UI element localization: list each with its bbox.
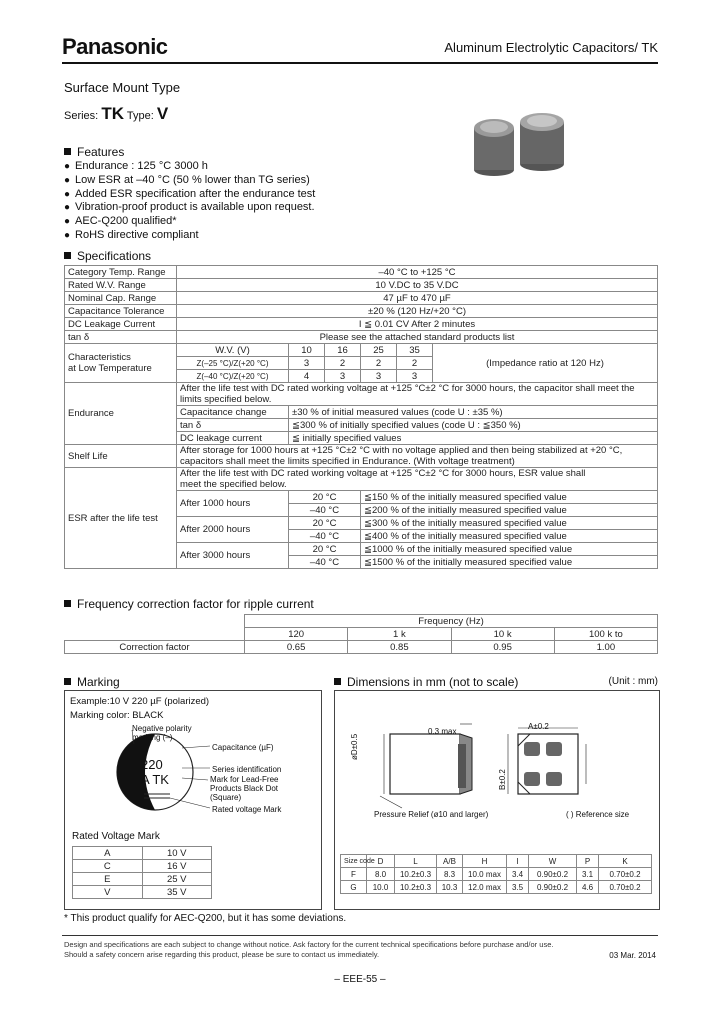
- table-cell: 2: [397, 357, 433, 370]
- table-cell: W.V. (V): [177, 344, 289, 357]
- table-cell: ≦ initially specified values: [289, 432, 658, 445]
- feature-item: ● Vibration-proof product is available upon request.: [64, 201, 315, 215]
- table-cell: Endurance: [65, 383, 177, 445]
- table-cell: G: [341, 881, 367, 894]
- label-b: B±0.2: [498, 769, 507, 790]
- features-heading: Features: [64, 145, 124, 159]
- negative-polarity-label: Negative polarity marking (–): [132, 724, 192, 742]
- table-cell: ≦150 % of the initially measured specified value: [361, 491, 658, 504]
- table-cell: –40 °C: [289, 504, 361, 517]
- table-cell: I: [507, 855, 529, 868]
- feature-item: ● AEC-Q200 qualified*: [64, 215, 315, 229]
- table-cell: 35: [397, 344, 433, 357]
- table-cell: ±20 % (120 Hz/+20 °C): [177, 305, 658, 318]
- table-cell: 20 °C: [289, 517, 361, 530]
- table-cell: 2: [325, 357, 361, 370]
- table-cell: 20 °C: [289, 491, 361, 504]
- table-cell: 10.0 max: [463, 868, 507, 881]
- table-cell: 1.00: [554, 641, 657, 654]
- table-cell: 0.95: [451, 641, 554, 654]
- table-cell: ESR after the life test: [65, 468, 177, 569]
- table-cell: 10.2±0.3: [395, 881, 437, 894]
- marking-series-text: A TK: [141, 772, 169, 787]
- table-cell: 10.0: [367, 881, 395, 894]
- product-photo: [470, 112, 580, 182]
- specifications-table: [64, 265, 658, 569]
- mount-type: Surface Mount Type: [64, 80, 181, 95]
- table-cell: tan δ: [177, 419, 289, 432]
- dimensions-table: [340, 854, 652, 894]
- marking-color: Marking color: BLACK: [70, 710, 164, 721]
- table-cell: Shelf Life: [65, 445, 177, 468]
- disclaimer: Design and specifications are each subject to change without notice. Ask factory for the current technical specifications before purchase and/or use. Should a safety concern arise regarding this product, please be sure to contact us immediately.: [64, 940, 554, 959]
- table-cell: ≦400 % of the initially measured specified value: [361, 530, 658, 543]
- table-cell: –40 °C: [289, 556, 361, 569]
- table-cell: Z(–40 °C)/Z(+20 °C): [177, 370, 289, 383]
- table-cell: After 2000 hours: [177, 517, 289, 543]
- notes-rule: [62, 935, 658, 936]
- series-code: TK: [101, 104, 124, 123]
- table-cell: C: [73, 860, 143, 873]
- marking-capacitance-text: 220: [141, 757, 163, 772]
- label-pressure-relief: Pressure Relief (ø10 and larger): [374, 810, 489, 819]
- table-cell: [65, 615, 245, 641]
- table-cell: After storage for 1000 hours at +125 °C±2 °C with no voltage applied and then being stabilized at +20 °C, capacitors shall meet the limits specified in Endurance. (With voltage treatment): [177, 445, 658, 468]
- table-cell: W: [529, 855, 577, 868]
- series-identification-label: Series identification: [212, 765, 282, 774]
- table-cell: 35 V: [142, 886, 212, 899]
- table-cell: 100 k to: [554, 628, 657, 641]
- table-cell: 4.6: [577, 881, 599, 894]
- feature-item: ● Endurance : 125 °C 3000 h: [64, 160, 315, 174]
- table-cell: 2: [361, 357, 397, 370]
- table-cell: A/B: [437, 855, 463, 868]
- feature-item: ● RoHS directive compliant: [64, 229, 315, 243]
- label-reference-size: ( ) Reference size: [566, 810, 630, 819]
- document-date: 03 Mar. 2014: [609, 951, 656, 960]
- aec-footnote: * This product qualify for AEC-Q200, but it has some deviations.: [64, 913, 347, 924]
- table-cell: D: [367, 855, 395, 868]
- table-cell: V: [73, 886, 143, 899]
- frequency-table: [64, 614, 658, 654]
- table-cell: 1 k: [348, 628, 451, 641]
- table-cell: 3: [397, 370, 433, 383]
- table-cell: ≦1500 % of the initially measured specified value: [361, 556, 658, 569]
- frequency-heading: Frequency correction factor for ripple current: [64, 597, 314, 611]
- series-label: Series:: [64, 110, 99, 122]
- table-cell: 10.3: [437, 881, 463, 894]
- dimension-drawing: [340, 714, 650, 824]
- table-cell: After 3000 hours: [177, 543, 289, 569]
- document-title: Aluminum Electrolytic Capacitors/ TK: [444, 40, 658, 55]
- table-cell: ≦200 % of the initially measured specified value: [361, 504, 658, 517]
- rated-voltage-label: Rated voltage Mark: [212, 805, 282, 814]
- table-cell: Frequency (Hz): [245, 615, 658, 628]
- table-cell: Correction factor: [65, 641, 245, 654]
- table-cell: 10: [289, 344, 325, 357]
- features-list: [64, 160, 315, 243]
- type-code: V: [156, 104, 169, 123]
- table-cell: 3.5: [507, 881, 529, 894]
- feature-item: ● Added ESR specification after the endurance test: [64, 188, 315, 202]
- page-number: – EEE-55 –: [334, 974, 386, 985]
- table-cell: (Impedance ratio at 120 Hz): [433, 344, 658, 383]
- series-type-line: [64, 104, 168, 124]
- table-cell: Z(–25 °C)/Z(+20 °C): [177, 357, 289, 370]
- table-cell: ±30 % of initial measured values (code U : ±35 %): [289, 406, 658, 419]
- table-cell: 4: [289, 370, 325, 383]
- feature-item: ● Low ESR at –40 °C (50 % lower than TG series): [64, 174, 315, 188]
- specifications-heading: Specifications: [64, 249, 151, 263]
- table-cell: 0.65: [245, 641, 348, 654]
- table-cell: H: [463, 855, 507, 868]
- table-cell: 12.0 max: [463, 881, 507, 894]
- table-cell: DC leakage current: [177, 432, 289, 445]
- table-cell: 0.90±0.2: [529, 868, 577, 881]
- table-cell: Capacitance Tolerance: [65, 305, 177, 318]
- table-cell: 10 V: [142, 847, 212, 860]
- table-cell: 8.3: [437, 868, 463, 881]
- table-cell: L: [395, 855, 437, 868]
- rated-voltage-table: [72, 846, 212, 899]
- table-cell: 120: [245, 628, 348, 641]
- table-cell: tan δ: [65, 331, 177, 344]
- table-cell: ≦300 % of the initially measured specified value: [361, 517, 658, 530]
- table-cell: 8.0: [367, 868, 395, 881]
- table-cell: 16 V: [142, 860, 212, 873]
- table-cell: 47 µF to 470 µF: [177, 292, 658, 305]
- type-label: Type:: [126, 110, 154, 122]
- table-cell: 3: [325, 370, 361, 383]
- table-cell: Category Temp. Range: [65, 266, 177, 279]
- unit-label: (Unit : mm): [608, 676, 658, 687]
- table-cell: 16: [325, 344, 361, 357]
- label-a: A±0.2: [528, 722, 549, 731]
- marking-example: Example:10 V 220 µF (polarized): [70, 696, 210, 707]
- table-cell: 10 k: [451, 628, 554, 641]
- dimensions-heading: Dimensions in mm (not to scale): [334, 675, 518, 689]
- table-cell: 25: [361, 344, 397, 357]
- table-cell: E: [73, 873, 143, 886]
- table-cell: Size code: [341, 855, 367, 868]
- table-cell: Nominal Cap. Range: [65, 292, 177, 305]
- table-cell: 0.70±0.2: [599, 868, 652, 881]
- label-diameter: øD±0.5: [350, 733, 359, 760]
- table-cell: P: [577, 855, 599, 868]
- marking-heading: Marking: [64, 675, 120, 689]
- table-cell: 20 °C: [289, 543, 361, 556]
- table-cell: 0.90±0.2: [529, 881, 577, 894]
- table-cell: Characteristics at Low Temperature: [65, 344, 177, 383]
- lead-free-label: Mark for Lead-Free Products Black Dot (Square): [210, 775, 279, 802]
- label-0-3-max: 0.3 max: [428, 727, 457, 736]
- rated-voltage-heading: Rated Voltage Mark: [72, 831, 160, 842]
- table-cell: 3: [289, 357, 325, 370]
- table-cell: ≦1000 % of the initially measured specified value: [361, 543, 658, 556]
- table-cell: 3.1: [577, 868, 599, 881]
- table-cell: Rated W.V. Range: [65, 279, 177, 292]
- table-cell: 10.2±0.3: [395, 868, 437, 881]
- table-cell: Please see the attached standard products list: [177, 331, 658, 344]
- table-cell: F: [341, 868, 367, 881]
- table-cell: 10 V.DC to 35 V.DC: [177, 279, 658, 292]
- table-cell: After the life test with DC rated working voltage at +125 °C±2 °C for 3000 hours, the capacitor shall meet the limits specified below.: [177, 383, 658, 406]
- table-cell: –40 °C: [289, 530, 361, 543]
- table-cell: 0.85: [348, 641, 451, 654]
- table-cell: 25 V: [142, 873, 212, 886]
- table-cell: I ≦ 0.01 CV After 2 minutes: [177, 318, 658, 331]
- table-cell: 0.70±0.2: [599, 881, 652, 894]
- table-cell: DC Leakage Current: [65, 318, 177, 331]
- table-cell: After 1000 hours: [177, 491, 289, 517]
- table-cell: After the life test with DC rated working voltage at +125 °C±2 °C for 3000 hours, ESR value shall meet the specified below.: [177, 468, 658, 491]
- table-cell: 3: [361, 370, 397, 383]
- capacitance-label: Capacitance (µF): [212, 743, 274, 752]
- table-cell: ≦300 % of initially specified values (code U : ≦350 %): [289, 419, 658, 432]
- table-cell: Capacitance change: [177, 406, 289, 419]
- table-cell: K: [599, 855, 652, 868]
- table-cell: 3.4: [507, 868, 529, 881]
- header-rule: [62, 62, 658, 64]
- table-cell: –40 °C to +125 °C: [177, 266, 658, 279]
- table-cell: A: [73, 847, 143, 860]
- brand-logo: Panasonic: [62, 34, 168, 59]
